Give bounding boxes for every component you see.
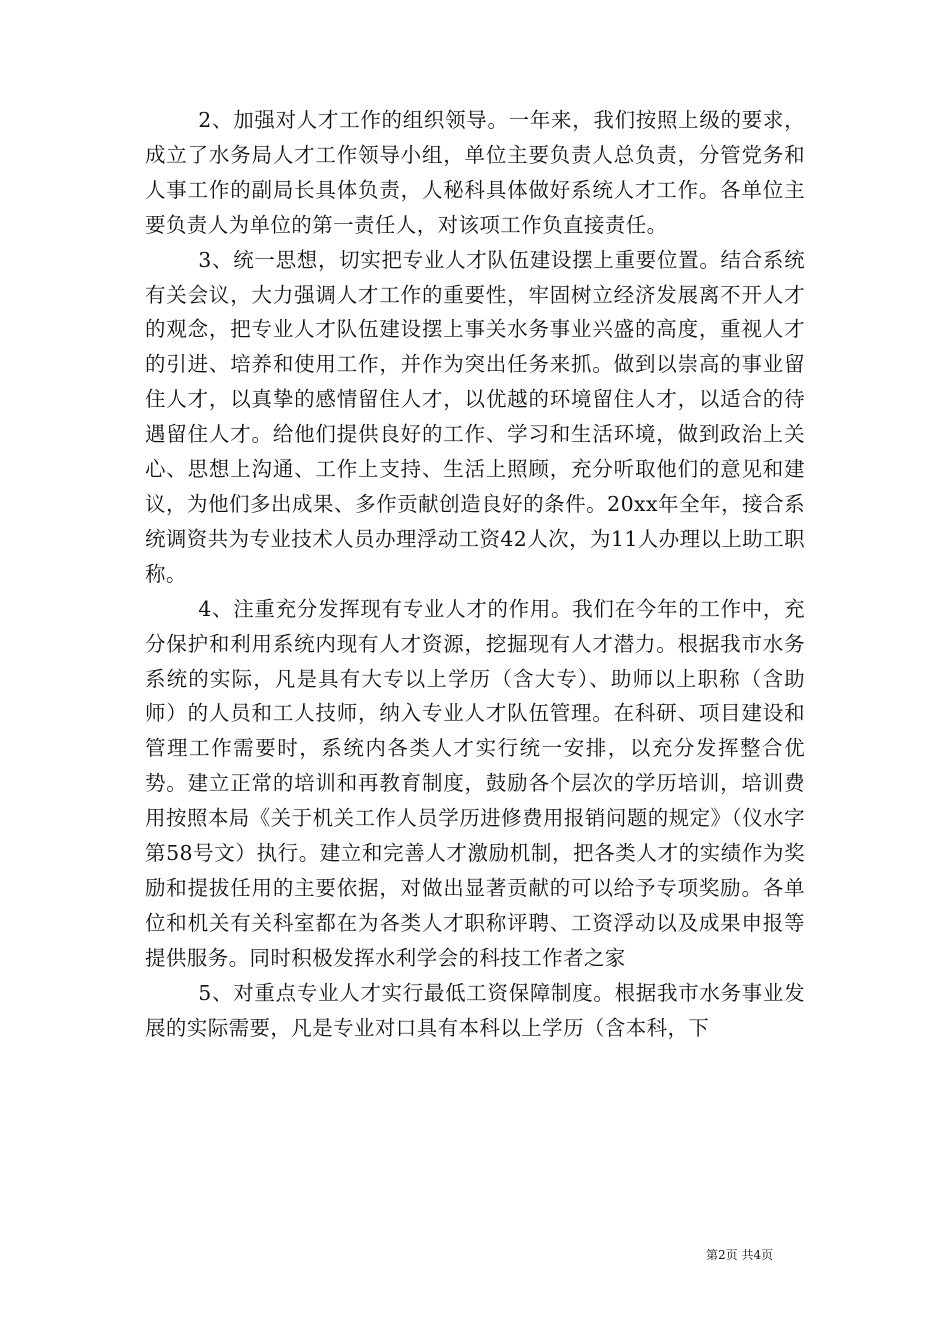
page-number-footer: 第2页 共4页 bbox=[706, 1248, 774, 1262]
paragraph-4: 4、注重充分发挥现有专业人才的作用。我们在今年的工作中，充分保护和利用系统内现有人才资源，挖掘现有人才潜力。根据我市水务系统的实际，凡是具有大专以上学历（含大专）、助师以上职称（含助师）的人员和工人技师，纳入专业人才队伍管理。在科研、项目建设和管理工作需要时，系统内各类人才实行统一安排，以充分发挥整合优势。建立正常的培训和再教育制度，鼓励各个层次的学历培训，培训费用按照本局《关于机关工作人员学历进修费用报销问题的规定》（仪水字第58号文）执行。建立和完善人才激励机制，把各类人才的实绩作为奖励和提拔任用的主要依据，对做出显著贡献的可以给予专项奖励。各单位和机关有关科室都在为各类人才职称评聘、工资浮动以及成果申报等提供服务。同时积极发挥水利学会的科技工作者之家 bbox=[145, 596, 805, 970]
paragraph-5: 5、对重点专业人才实行最低工资保障制度。根据我市水务事业发展的实际需要，凡是专业对口具有本科以上学历（含本科，下 bbox=[145, 980, 805, 1040]
paragraph-3: 3、统一思想，切实把专业人才队伍建设摆上重要位置。结合系统有关会议，大力强调人才工作的重要性，牢固树立经济发展离不开人才的观念，把专业人才队伍建设摆上事关水务事业兴盛的高度，重视人才的引进、培养和使用工作，并作为突出任务来抓。做到以崇高的事业留住人才，以真挚的感情留住人才，以优越的环境留住人才，以适合的待遇留住人才。给他们提供良好的工作、学习和生活环境，做到政治上关心、思想上沟通、工作上支持、生活上照顾，充分听取他们的意见和建议，为他们多出成果、多作贡献创造良好的条件。20xx年全年，接合系统调资共为专业技术人员办理浮动工资42人次，为11人办理以上助工职称。 bbox=[145, 247, 805, 586]
paragraph-2: 2、加强对人才工作的组织领导。一年来，我们按照上级的要求，成立了水务局人才工作领导小组，单位主要负责人总负责，分管党务和人事工作的副局长具体负责，人秘科具体做好系统人才工作。各单位主要负责人为单位的第一责任人，对该项工作负直接责任。 bbox=[145, 108, 805, 237]
document-body bbox=[145, 103, 805, 1045]
